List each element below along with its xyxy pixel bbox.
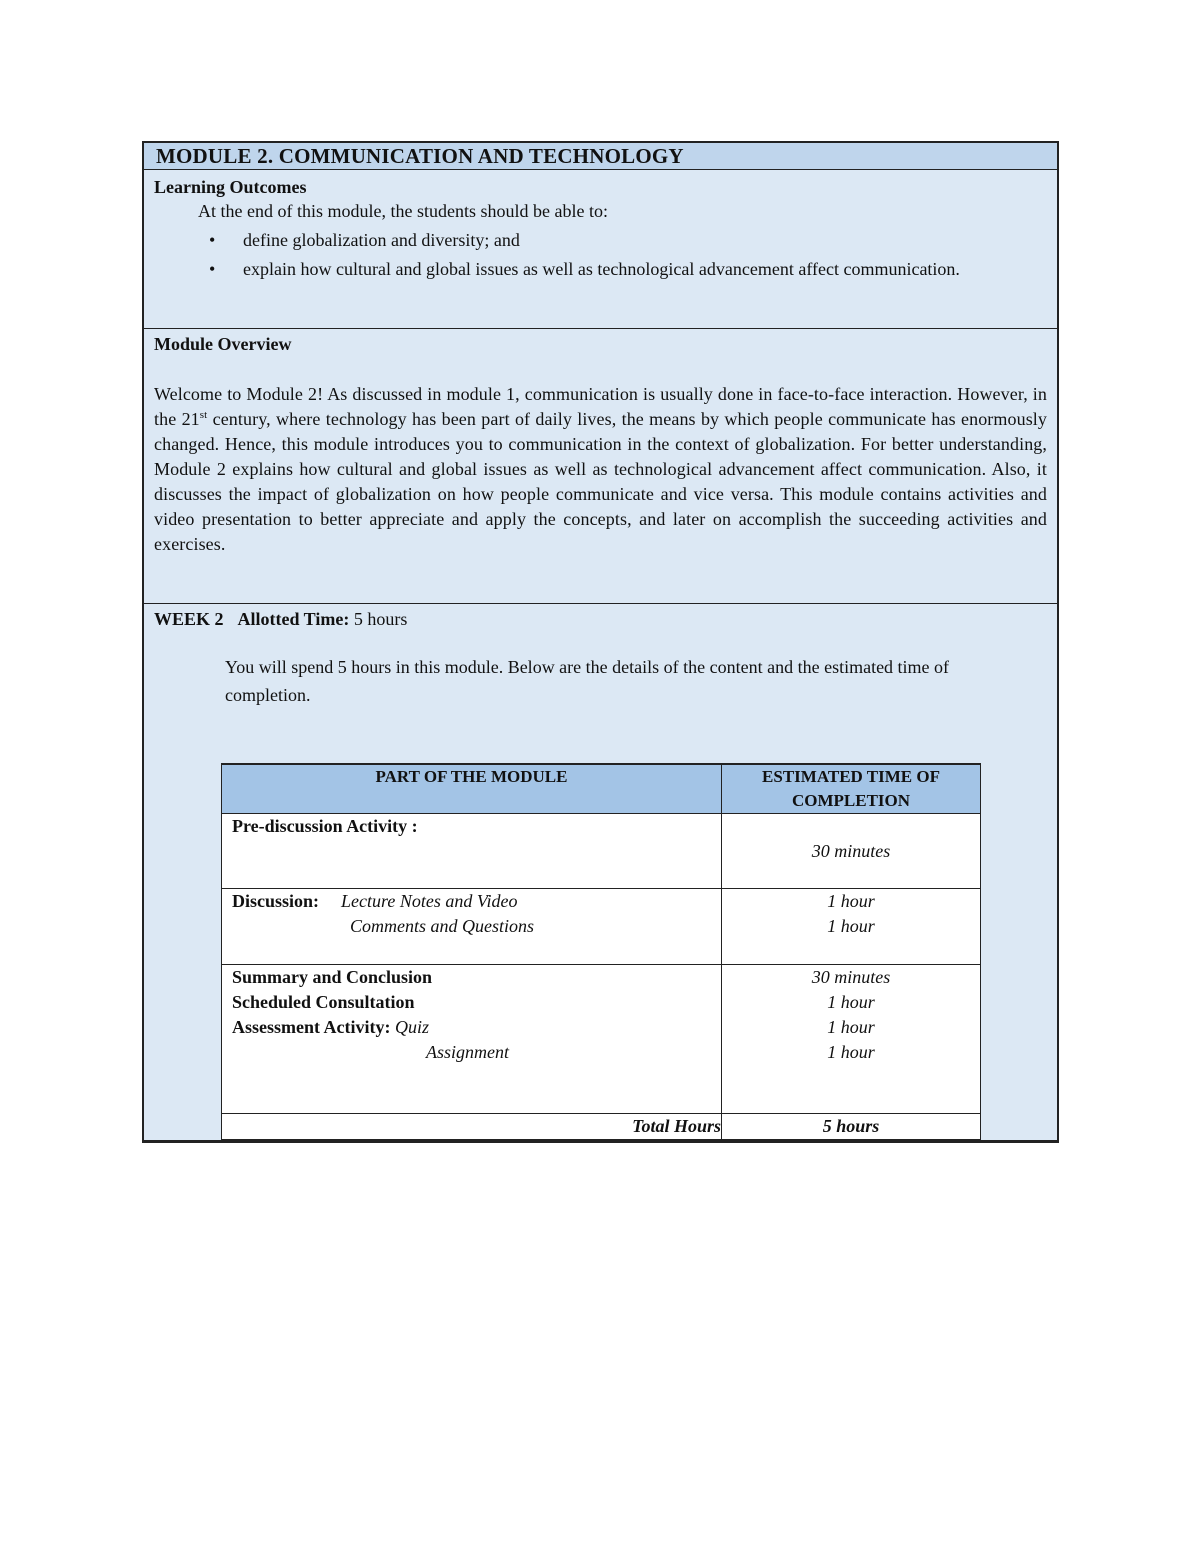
overview-text-part1: Welcome to Module 2! As discussed in module 1, communication is usually done in face-to-face interaction. However, in the 21 bbox=[154, 384, 1047, 429]
outcome-text: define globalization and diversity; and bbox=[243, 230, 520, 250]
discussion-sub2: Comments and Questions bbox=[350, 916, 534, 936]
table-header-row bbox=[222, 764, 981, 814]
list-item bbox=[154, 226, 1047, 255]
list-item bbox=[154, 255, 1047, 284]
module-frame bbox=[142, 141, 1059, 1143]
table-row bbox=[222, 1114, 981, 1140]
table-row bbox=[222, 814, 981, 889]
consultation-label: Scheduled Consultation bbox=[232, 992, 415, 1012]
summary-label: Summary and Conclusion bbox=[232, 967, 433, 987]
week-line bbox=[154, 605, 1057, 633]
discussion-label: Discussion: bbox=[232, 891, 320, 911]
module-overview-paragraph bbox=[154, 382, 1047, 557]
summary-time: 30 minutes bbox=[811, 967, 891, 987]
quiz-time: 1 hour bbox=[827, 1017, 875, 1037]
consultation-time: 1 hour bbox=[827, 992, 875, 1012]
discussion-line bbox=[232, 889, 721, 914]
overview-text-part2: century, where technology has been part of daily lives, the means by which people communicate has enormously changed. Hence, this module introduces you to communication in the context of globalization. For better understanding, Module 2 explains how cultural and global issues as well as technological advancement affect communication. Also, it discusses the impact of globalization on how people communicate and vice versa. This module contains activities and video presentation to better appreciate and apply the concepts, and later on accomplish the succeeding activities and exercises. bbox=[154, 409, 1047, 554]
learning-outcomes-section bbox=[144, 170, 1057, 329]
allotted-time-value: 5 hours bbox=[353, 609, 408, 629]
module-title: MODULE 2. COMMUNICATION AND TECHNOLOGY bbox=[144, 143, 1057, 170]
row-time-cell bbox=[722, 889, 981, 965]
table-row bbox=[222, 965, 981, 1114]
module-overview-heading: Module Overview bbox=[154, 334, 292, 354]
week-section bbox=[144, 604, 1057, 1140]
assessment-quiz: Quiz bbox=[394, 1017, 429, 1037]
row-label-cell bbox=[222, 889, 722, 965]
allotted-time-label: Allotted Time: bbox=[237, 609, 350, 629]
row-time-cell bbox=[722, 965, 981, 1114]
assessment-label: Assessment Activity: bbox=[232, 1017, 391, 1037]
discussion-time2: 1 hour bbox=[827, 916, 875, 936]
learning-outcomes-heading: Learning Outcomes bbox=[154, 177, 307, 197]
row-label-cell bbox=[222, 814, 722, 889]
schedule-table bbox=[221, 763, 981, 1140]
discussion-sub1: Lecture Notes and Video bbox=[341, 891, 518, 911]
row-label-cell bbox=[222, 965, 722, 1114]
bullet-icon: • bbox=[209, 230, 216, 250]
discussion-time1: 1 hour bbox=[827, 891, 875, 911]
total-hours-label: Total Hours bbox=[222, 1114, 722, 1140]
total-hours-value: 5 hours bbox=[722, 1114, 981, 1140]
learning-outcomes-list bbox=[154, 226, 1047, 284]
module-overview-section bbox=[144, 329, 1057, 604]
table-row bbox=[222, 889, 981, 965]
pre-discussion-time: 30 minutes bbox=[811, 841, 891, 861]
outcome-text: explain how cultural and global issues as well as technological advancement affect communication. bbox=[243, 259, 960, 279]
learning-outcomes-intro: At the end of this module, the students should be able to: bbox=[198, 201, 608, 221]
pre-discussion-label: Pre-discussion Activity : bbox=[232, 816, 418, 836]
week-description: You will spend 5 hours in this module. Below are the details of the content and the estimated time of completion. bbox=[225, 657, 950, 705]
assessment-assignment: Assignment bbox=[426, 1042, 509, 1062]
row-time-cell bbox=[722, 814, 981, 889]
overview-superscript: st bbox=[199, 409, 208, 421]
week-label: WEEK 2 bbox=[154, 609, 224, 629]
assignment-time: 1 hour bbox=[827, 1042, 875, 1062]
assessment-line bbox=[232, 1015, 721, 1040]
header-time: ESTIMATED TIME OF COMPLETION bbox=[722, 764, 981, 814]
header-part: PART OF THE MODULE bbox=[222, 764, 722, 814]
bullet-icon: • bbox=[209, 259, 216, 279]
